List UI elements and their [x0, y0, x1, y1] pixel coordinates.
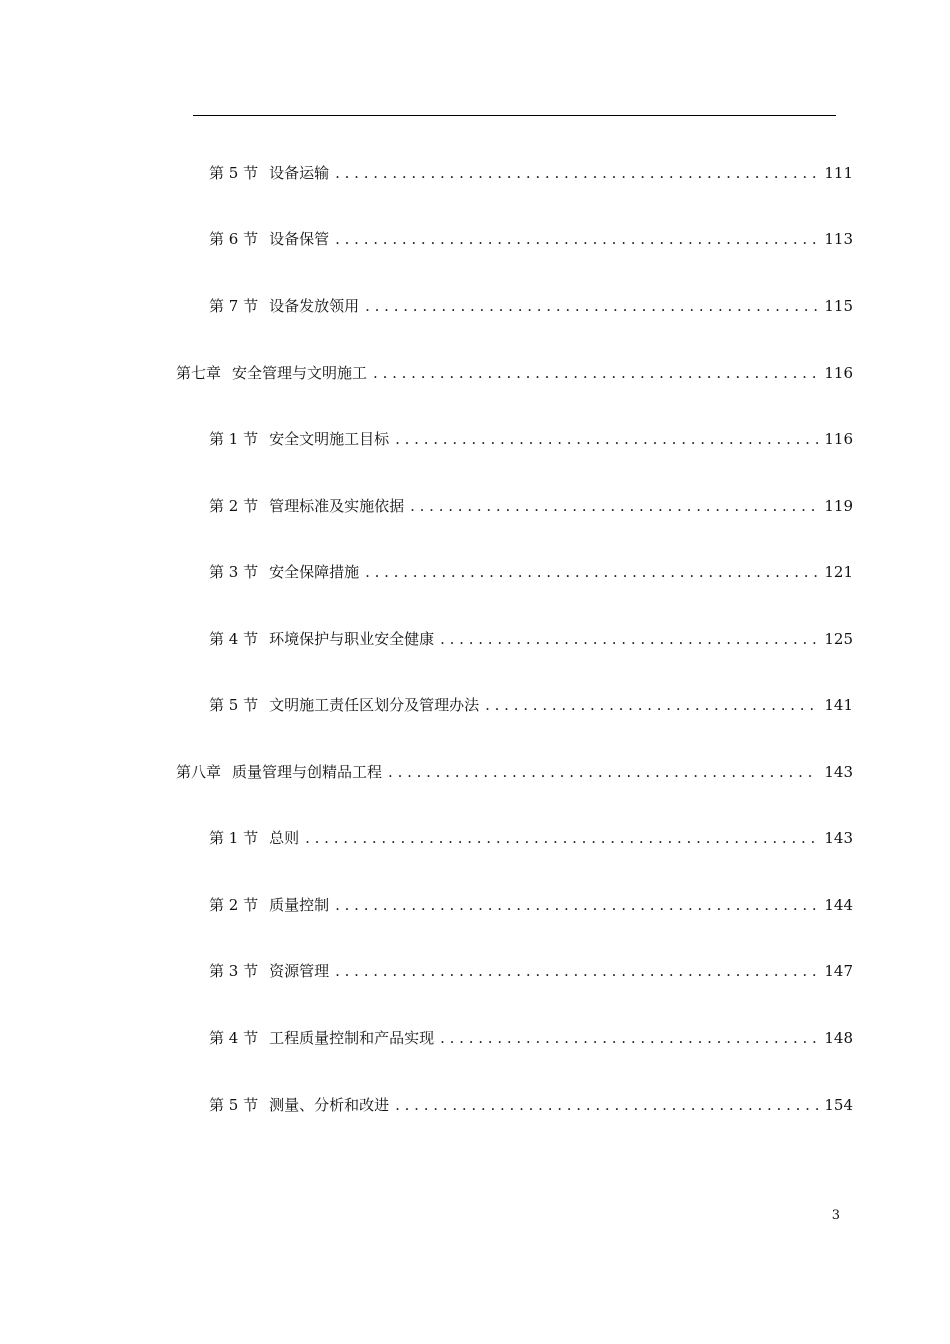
toc-entry-number: 第 2 节	[209, 896, 259, 914]
toc-chapter-number: 第八章	[176, 763, 222, 781]
toc-entry-number: 第 1 节	[209, 430, 259, 448]
toc-entry[interactable]	[209, 695, 853, 715]
toc-entry-number: 第 1 节	[209, 829, 259, 847]
toc-entry-title: 资源管理	[269, 962, 330, 980]
toc-entry[interactable]	[209, 828, 853, 848]
toc-entry-title: 环境保护与职业安全健康	[269, 630, 435, 648]
toc-entry-page: 143	[824, 763, 853, 781]
toc-chapter-number: 第七章	[176, 364, 222, 382]
toc-dot-leader	[335, 163, 818, 183]
toc-dot-leader	[395, 429, 818, 449]
toc-chapter-entry[interactable]	[176, 762, 853, 782]
toc-entry-number: 第 3 节	[209, 563, 259, 581]
toc-entry[interactable]	[209, 961, 853, 981]
toc-entry[interactable]	[209, 163, 853, 183]
toc-dot-leader	[485, 695, 818, 715]
toc-entry-number: 第 5 节	[209, 1096, 259, 1114]
toc-entry-page: 111	[824, 164, 853, 182]
toc-entry-page: 154	[824, 1096, 853, 1114]
toc-entry-page: 121	[824, 563, 853, 581]
toc-dot-leader	[388, 762, 818, 782]
toc-dot-leader	[335, 895, 818, 915]
toc-entry-number: 第 5 节	[209, 696, 259, 714]
toc-entry-title: 设备运输	[269, 164, 330, 182]
toc-entry-title: 设备发放领用	[269, 297, 360, 315]
toc-entry-title: 管理标准及实施依据	[269, 497, 405, 515]
toc-entry-number: 第 4 节	[209, 1029, 259, 1047]
toc-entry-page: 116	[824, 364, 853, 382]
toc-entry-page: 141	[824, 696, 853, 714]
toc-dot-leader	[365, 562, 818, 582]
toc-entry-page: 115	[824, 297, 853, 315]
toc-entry-title: 测量、分析和改进	[269, 1096, 390, 1114]
toc-chapter-entry[interactable]	[176, 363, 853, 383]
toc-entry[interactable]	[209, 562, 853, 582]
toc-entry-number: 第 7 节	[209, 297, 259, 315]
toc-entry-number: 第 4 节	[209, 630, 259, 648]
toc-entry-page: 143	[824, 829, 853, 847]
toc-entry[interactable]	[209, 629, 853, 649]
toc-chapter-title: 安全管理与文明施工	[232, 364, 368, 382]
toc-entry[interactable]	[209, 296, 853, 316]
toc-entry-page: 125	[824, 630, 853, 648]
toc-dot-leader	[440, 629, 818, 649]
toc-dot-leader	[365, 296, 818, 316]
toc-entry-number: 第 6 节	[209, 230, 259, 248]
toc-dot-leader	[305, 828, 818, 848]
toc-entry-number: 第 5 节	[209, 164, 259, 182]
toc-dot-leader	[335, 961, 818, 981]
toc-entry[interactable]	[209, 429, 853, 449]
toc-entry[interactable]	[209, 895, 853, 915]
toc-entry-page: 119	[824, 497, 853, 515]
toc-entry-title: 总则	[269, 829, 300, 847]
toc-entry[interactable]	[209, 229, 853, 249]
toc-entry-page: 144	[824, 896, 853, 914]
toc-entry-page: 147	[824, 962, 853, 980]
toc-chapter-title: 质量管理与创精品工程	[232, 763, 383, 781]
toc-entry-title: 工程质量控制和产品实现	[269, 1029, 435, 1047]
toc-entry[interactable]	[209, 496, 853, 516]
toc-entry-title: 设备保管	[269, 230, 330, 248]
toc-entry-page: 116	[824, 430, 853, 448]
toc-entry-page: 148	[824, 1029, 853, 1047]
toc-dot-leader	[373, 363, 818, 383]
header-rule	[193, 115, 836, 116]
toc-dot-leader	[440, 1028, 818, 1048]
toc-entry-page: 113	[824, 230, 853, 248]
toc-entry-number: 第 2 节	[209, 497, 259, 515]
page-number: 3	[831, 1208, 840, 1223]
toc-dot-leader	[395, 1095, 818, 1115]
toc-entry-title: 安全保障措施	[269, 563, 360, 581]
toc-dot-leader	[335, 229, 818, 249]
toc-entry-number: 第 3 节	[209, 962, 259, 980]
toc-entry-title: 质量控制	[269, 896, 330, 914]
toc-entry[interactable]	[209, 1028, 853, 1048]
toc-dot-leader	[410, 496, 818, 516]
toc-entry[interactable]	[209, 1095, 853, 1115]
toc-entry-title: 文明施工责任区划分及管理办法	[269, 696, 480, 714]
toc-entry-title: 安全文明施工目标	[269, 430, 390, 448]
